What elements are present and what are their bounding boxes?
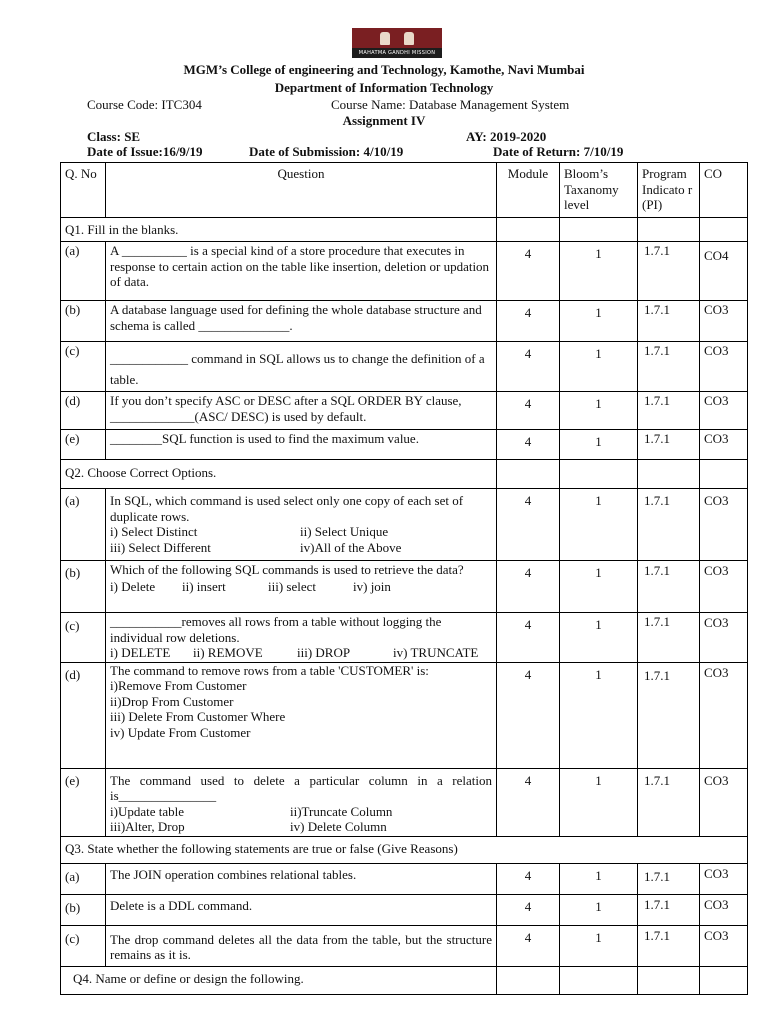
table-header-row — [61, 163, 748, 218]
college-name: MGM’s College of engineering and Technology, Kamothe, Navi Mumbai — [183, 62, 585, 77]
co-value: CO3 — [700, 392, 748, 430]
option: i) Delete — [110, 578, 156, 594]
co-value: CO3 — [700, 430, 748, 460]
header-pi: Program Indicato r (PI) — [638, 163, 700, 218]
option: iii)Alter, Drop — [110, 819, 185, 834]
options-row — [110, 819, 492, 835]
question-text: In SQL, which command is used select only one copy of each set of duplicate rows. — [110, 493, 464, 524]
class-label: Class: SE — [87, 129, 141, 144]
co-value: CO3 — [700, 894, 748, 925]
program-indicator: 1.7.1 — [638, 662, 700, 768]
question-text: The drop command deletes all the data from the table, but the structure remains as it is. — [106, 925, 497, 966]
table-row — [61, 925, 748, 966]
module-value: 4 — [497, 662, 560, 768]
question-number: (c) — [61, 613, 106, 663]
question-number: (b) — [61, 301, 106, 342]
option: ii) REMOVE — [193, 645, 263, 660]
table-row — [61, 894, 748, 925]
co-value: CO3 — [700, 925, 748, 966]
question-cell — [106, 613, 497, 663]
option: i) DELETE — [110, 645, 171, 660]
question-text: Which of the following SQL commands is used to retrieve the data? — [110, 562, 464, 577]
section-title: Q4. Name or define or design the following. — [61, 966, 497, 994]
bloom-level: 1 — [560, 242, 638, 301]
question-number: (a) — [61, 863, 106, 894]
question-number: (c) — [61, 342, 106, 392]
section-title: Q1. Fill in the blanks. — [61, 218, 497, 242]
bloom-level: 1 — [560, 894, 638, 925]
header-question: Question — [106, 163, 497, 218]
question-number: (a) — [61, 242, 106, 301]
program-indicator: 1.7.1 — [638, 342, 700, 392]
section-row-q2 — [61, 460, 748, 489]
question-number: (a) — [61, 489, 106, 561]
program-indicator: 1.7.1 — [638, 242, 700, 301]
options-row — [110, 804, 492, 820]
co-value: CO3 — [700, 301, 748, 342]
question-text: Delete is a DDL command. — [106, 894, 497, 925]
option: iv) TRUNCATE — [393, 645, 479, 660]
module-value: 4 — [497, 863, 560, 894]
co-value: CO3 — [700, 613, 748, 663]
section-title: Q2. Choose Correct Options. — [61, 460, 497, 489]
bloom-level: 1 — [560, 662, 638, 768]
question-cell — [106, 662, 497, 768]
section-row-q4 — [61, 966, 748, 994]
table-row — [61, 242, 748, 301]
co-value: CO3 — [700, 342, 748, 392]
option: ii)Truncate Column — [290, 803, 393, 819]
question-number: (b) — [61, 561, 106, 613]
program-indicator: 1.7.1 — [638, 925, 700, 966]
question-text: ________SQL function is used to find the maximum value. — [106, 430, 497, 460]
question-text: A __________ is a special kind of a store procedure that executes in response to certain action on the table like insertion, deletion or updation of data. — [106, 242, 497, 301]
bloom-level: 1 — [560, 613, 638, 663]
section-row-q3 — [61, 836, 748, 863]
option: iii) Delete From Customer Where — [110, 709, 286, 724]
question-text: A database language used for defining the whole database structure and schema is called ______________. — [106, 301, 497, 342]
question-text: ____________ command in SQL allows us to change the definition of a table. — [106, 342, 497, 392]
program-indicator: 1.7.1 — [638, 430, 700, 460]
date-of-issue: Date of Issue:16/9/19 — [87, 144, 203, 159]
table-row — [61, 342, 748, 392]
bloom-level: 1 — [560, 301, 638, 342]
question-number: (e) — [61, 430, 106, 460]
header-blooms: Bloom’s Taxanomy level — [560, 163, 638, 218]
option: iv)All of the Above — [300, 539, 402, 555]
bloom-level: 1 — [560, 430, 638, 460]
table-row — [61, 430, 748, 460]
question-number: (b) — [61, 894, 106, 925]
co-value: CO3 — [700, 489, 748, 561]
academic-year: AY: 2019-2020 — [466, 129, 547, 144]
bloom-level: 1 — [560, 768, 638, 836]
department-name: Department of Information Technology — [274, 80, 494, 95]
co-value: CO3 — [700, 561, 748, 613]
option: i)Update table — [110, 803, 184, 819]
module-value: 4 — [497, 342, 560, 392]
bloom-level: 1 — [560, 342, 638, 392]
question-cell — [106, 561, 497, 613]
date-of-return: Date of Return: 7/10/19 — [493, 144, 624, 159]
header-co: CO — [700, 163, 748, 218]
bloom-level: 1 — [560, 392, 638, 430]
module-value: 4 — [497, 242, 560, 301]
module-value: 4 — [497, 430, 560, 460]
option: iii) DROP — [297, 645, 351, 660]
table-row — [61, 768, 748, 836]
logo-emblem — [352, 28, 442, 48]
course-name: Course Name: Database Management System — [331, 97, 570, 112]
co-value: CO3 — [700, 768, 748, 836]
module-value: 4 — [497, 392, 560, 430]
question-text: ___________removes all rows from a table without logging the individual row deletions. — [110, 614, 442, 645]
question-number: (e) — [61, 768, 106, 836]
program-indicator: 1.7.1 — [638, 489, 700, 561]
question-text: If you don’t specify ASC or DESC after a SQL ORDER BY clause, _____________(ASC/ DESC) is used by default. — [106, 392, 497, 430]
module-value: 4 — [497, 768, 560, 836]
bloom-level: 1 — [560, 489, 638, 561]
options-row — [110, 645, 492, 661]
co-value: CO3 — [700, 662, 748, 768]
program-indicator: 1.7.1 — [638, 863, 700, 894]
college-logo — [352, 28, 442, 58]
module-value: 4 — [497, 894, 560, 925]
date-of-submission: Date of Submission: 4/10/19 — [249, 144, 404, 159]
header-qno: Q. No — [61, 163, 106, 218]
options-row — [110, 540, 492, 556]
assignment-title: Assignment IV — [342, 113, 426, 128]
program-indicator: 1.7.1 — [638, 301, 700, 342]
question-table — [60, 162, 748, 995]
table-row — [61, 561, 748, 613]
bloom-level: 1 — [560, 925, 638, 966]
logo-figure-left — [380, 32, 390, 45]
program-indicator: 1.7.1 — [638, 613, 700, 663]
option: i) Select Distinct — [110, 524, 198, 539]
option: i)Remove From Customer — [110, 678, 247, 693]
module-value: 4 — [497, 925, 560, 966]
logo-caption: MAHATMA GANDHI MISSION — [358, 50, 436, 56]
option: iii) select — [268, 578, 317, 594]
module-value: 4 — [497, 301, 560, 342]
question-text: The command used to delete a particular column in a relation is_______________ — [110, 772, 492, 803]
header-module: Module — [497, 163, 560, 218]
section-row-q1 — [61, 218, 748, 242]
table-row — [61, 863, 748, 894]
bloom-level: 1 — [560, 863, 638, 894]
options-row — [110, 579, 492, 595]
option: iv) Delete Column — [290, 819, 387, 834]
option: ii)Drop From Customer — [110, 693, 234, 709]
module-value: 4 — [497, 613, 560, 663]
option: iv) join — [353, 578, 391, 594]
question-number: (d) — [61, 392, 106, 430]
module-value: 4 — [497, 561, 560, 613]
co-value: CO3 — [700, 863, 748, 894]
table-row — [61, 301, 748, 342]
option: ii) Select Unique — [300, 524, 389, 539]
co-value: CO4 — [700, 242, 748, 301]
program-indicator: 1.7.1 — [638, 768, 700, 836]
option: iii) Select Different — [110, 539, 211, 555]
option: ii) insert — [182, 578, 226, 594]
table-row — [61, 489, 748, 561]
question-cell — [106, 768, 497, 836]
course-code: Course Code: ITC304 — [87, 97, 202, 112]
options-row — [110, 524, 492, 540]
question-number: (c) — [61, 925, 106, 966]
program-indicator: 1.7.1 — [638, 894, 700, 925]
table-row — [61, 392, 748, 430]
program-indicator: 1.7.1 — [638, 392, 700, 430]
table-row — [61, 662, 748, 768]
program-indicator: 1.7.1 — [638, 561, 700, 613]
section-title: Q3. State whether the following statements are true or false (Give Reasons) — [61, 836, 748, 863]
logo-figure-right — [404, 32, 414, 45]
question-cell — [106, 489, 497, 561]
table-row — [61, 613, 748, 663]
bloom-level: 1 — [560, 561, 638, 613]
module-value: 4 — [497, 489, 560, 561]
option: iv) Update From Customer — [110, 724, 251, 740]
question-text: The command to remove rows from a table 'CUSTOMER' is: — [110, 662, 429, 678]
question-text: The JOIN operation combines relational tables. — [106, 863, 497, 894]
question-number: (d) — [61, 662, 106, 768]
